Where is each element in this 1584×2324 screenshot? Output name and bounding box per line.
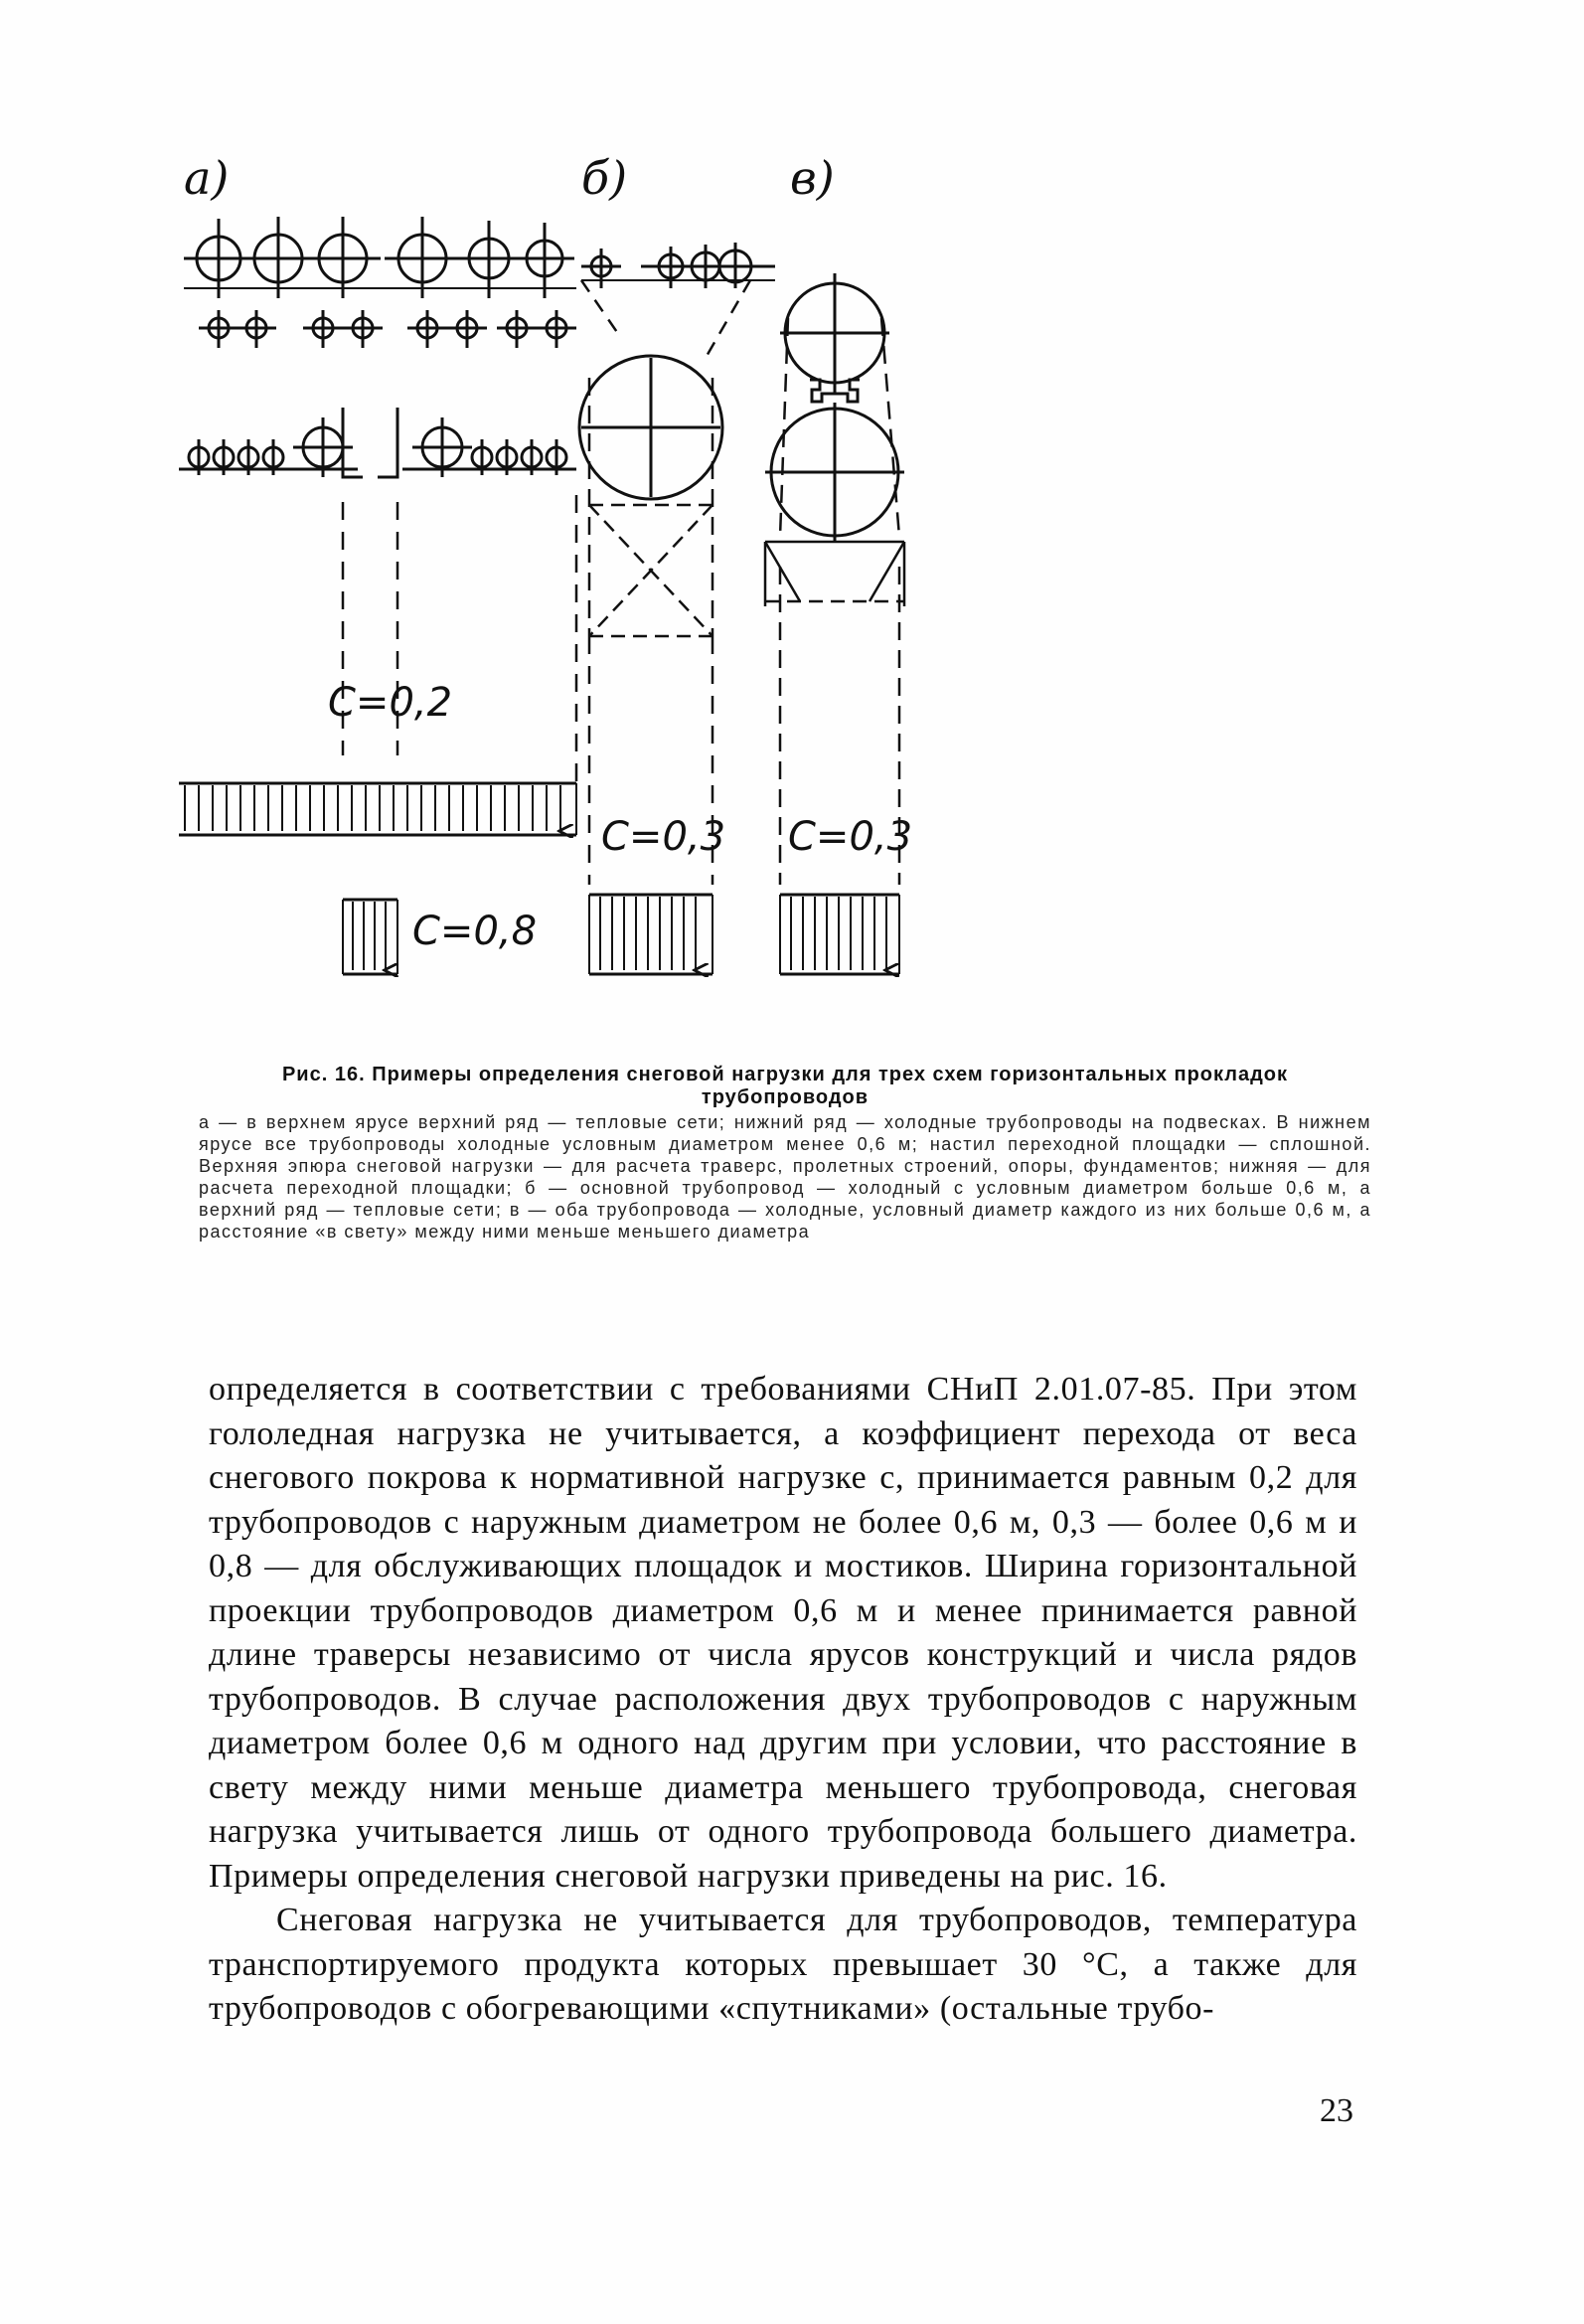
coef-a-platform-label: С=0,8 xyxy=(412,909,538,954)
scheme-v-load xyxy=(780,895,899,974)
coef-v-label: С=0,3 xyxy=(788,814,913,860)
scheme-v-support xyxy=(765,542,904,606)
scheme-a-top-pipes xyxy=(184,217,576,298)
scheme-b-top-pipes xyxy=(581,243,775,358)
scheme-v-top-pipe xyxy=(780,273,889,393)
scheme-a-hanging-pipes xyxy=(199,310,576,348)
scheme-a-lower-tier xyxy=(179,408,576,477)
scheme-b-load xyxy=(589,895,713,974)
page-number: 23 xyxy=(1320,2092,1353,2129)
figure-drawing xyxy=(179,149,1411,1044)
scheme-a-projections xyxy=(179,495,576,785)
scheme-a-load-lower xyxy=(343,900,397,974)
coef-a-pipes-label: С=0,2 xyxy=(328,680,453,726)
scheme-a-label: а) xyxy=(184,151,230,205)
figure-16 xyxy=(179,149,1411,1044)
caption-body: а — в верхнем ярусе верхний ряд — тепловые сети; нижний ряд — холодные трубопроводы на подвесках. В нижнем ярусе все трубопроводы холодные условным диаметром менее 0,6 м; настил переходной площадки — сплошной. Верхняя эпюра снеговой нагрузки — для расчета траверс, пролетных строений, опоры, фундаментов; нижняя — для расчета переходной площадки; б — основной трубопровод — холодный с условным диаметром больше 0,6 м, а верхний ряд — тепловые сети; в — оба трубопровода — холодные, условный диаметр каждого из них больше 0,6 м, а расстояние «в свету» между ними меньше меньшего диаметра xyxy=(199,1112,1371,1242)
paragraph-2: Снеговая нагрузка не учитывается для трубопроводов, температура транспортируемого продукта которых превышает 30 °С, а также для трубопроводов с обогревающими «спутниками» (остальные трубо- xyxy=(209,1902,1357,2027)
scheme-b-label: б) xyxy=(581,151,628,205)
paragraph-1: определяется в соответствии с требованиями СНиП 2.01.07-85. При этом гололедная нагрузка не учитывается, а коэффициент перехода от веса снегового покрова к нормативной нагрузке с, принимается равным 0,2 для трубопроводов с наружным диаметром не более 0,6 м, 0,3 — более 0,6 м и 0,8 — для обслуживающих площадок и мостиков. Ширина горизонтальной проекции трубопроводов диаметром 0,6 м и менее принимается равной длине траверсы независимо от числа ярусов конструкций и числа рядов трубопроводов. В случае расположения двух трубопроводов с наружным диаметром более 0,6 м одного над другим при условии, что расстояние в свету между ними меньше диаметра меньшего трубопровода, снеговая нагрузка учитывается лишь от одного трубопровода большего диаметра. Примеры определения снеговой нагрузки приведены на рис. 16. xyxy=(209,1371,1357,1895)
scheme-v-label: в) xyxy=(790,151,835,205)
caption-title: Рис. 16. Примеры определения снеговой нагрузки для трех схем горизонтальных прокладок трубопроводов xyxy=(281,1064,1289,1108)
body-text xyxy=(209,1368,1357,2032)
scheme-v-bottom-pipe xyxy=(765,403,904,542)
coef-b-label: С=0,3 xyxy=(601,814,726,860)
scheme-a-load-upper xyxy=(179,783,576,835)
scheme-b-main-pipe xyxy=(579,356,722,499)
figure-caption xyxy=(199,1064,1371,1243)
